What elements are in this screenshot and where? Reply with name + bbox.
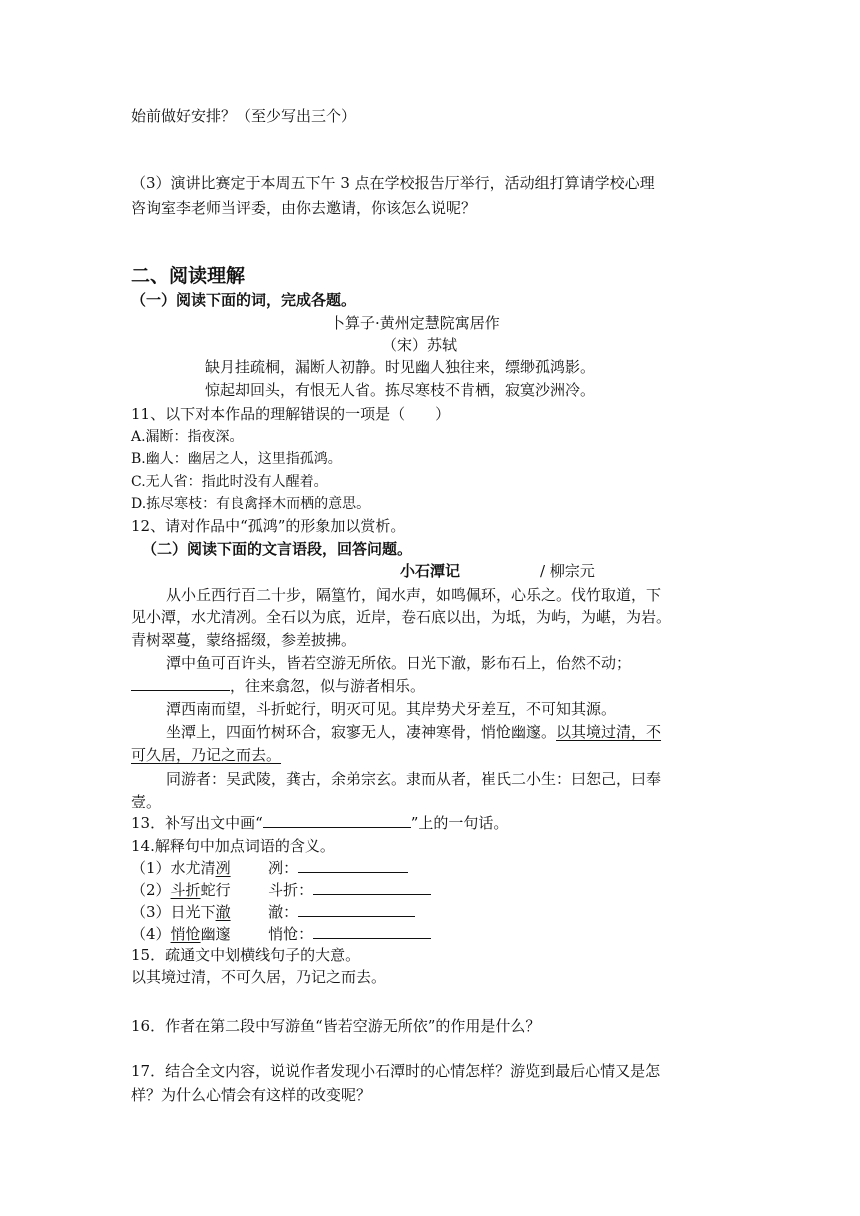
q17-line2: 样？为什么心情会有这样的改变呢？ [131, 1086, 372, 1104]
q16-stem: 16．作者在第二段中写游鱼“皆若空游无所依”的作用是什么？ [131, 1017, 541, 1035]
q11-stem: 11、以下对本作品的理解错误的一项是（ ） [131, 405, 451, 423]
q14-answer-2[interactable] [313, 880, 431, 895]
q14-item-4: （4）悄怆幽邃 悄怆： [131, 924, 431, 944]
q3-line1: （3）演讲比赛定于本周五下午 3 点在学校报告厅举行，活动组打算请学校心理 [131, 174, 655, 192]
essay-p4-line1: 坐潭上，四面竹树环合，寂寥无人，凄神寒骨，悄怆幽邃。以其境过清，不 [166, 723, 662, 741]
poem-line2: 惊起却回头，有恨无人省。拣尽寒枝不肯栖，寂寞沙洲冷。 [205, 381, 596, 399]
essay-p2-line1: 潭中鱼可百许头，皆若空游无所依。日光下澈，影布石上，佁然不动； [166, 654, 632, 672]
prev-question-tail: 始前做好安排？（至少写出三个） [131, 107, 357, 125]
q11-option-a: A.漏断：指夜深。 [131, 429, 244, 445]
q3-line2: 咨询室李老师当评委，由你去邀请，你该怎么说呢？ [131, 199, 477, 217]
poem-line1: 缺月挂疏桐，漏断人初静。时见幽人独往来，缥缈孤鸿影。 [205, 358, 596, 376]
q14-item-1: （1）水尤清冽 冽： [131, 858, 408, 878]
q13-stem: 13．补写出文中画“ ”上的一句话。 [131, 814, 509, 832]
q11-option-c: C.无人省：指此时没有人醒着。 [131, 474, 328, 490]
essay-title: 小石潭记 [400, 562, 461, 580]
poem-author: （宋）苏轼 [382, 336, 458, 354]
fill-blank-line[interactable] [131, 676, 230, 691]
q17-line1: 17．结合全文内容，说说作者发现小石潭时的心情怎样？游览到最后心情又是怎 [131, 1062, 661, 1080]
poem-title: 卜算子·黄州定慧院寓居作 [330, 314, 500, 332]
q11-option-b: B.幽人：幽居之人，这里指孤鸿。 [131, 451, 342, 467]
q14-item-2: （2）斗折蛇行 斗折： [131, 880, 431, 900]
essay-p2-line2: ，往来翕忽，似与游者相乐。 [131, 676, 425, 696]
q14-answer-3[interactable] [298, 902, 415, 917]
essay-p1-line1: 从小丘西行百二十步，隔篁竹，闻水声，如鸣佩环，心乐之。伐竹取道，下 [166, 586, 662, 604]
essay-p3: 潭西南而望，斗折蛇行，明灭可见。其岸势犬牙差互，不可知其源。 [166, 700, 617, 718]
q14-answer-1[interactable] [298, 858, 408, 873]
q14-item-3: （3）日光下澈 澈： [131, 902, 415, 922]
essay-author: / 柳宗元 [540, 562, 595, 580]
q13-blank-sample [263, 813, 411, 828]
q14-answer-4[interactable] [313, 924, 431, 939]
essay-p5-line1: 同游者：吴武陵，龚古，余弟宗玄。隶而从者，崔氏二小生：曰恕己，曰奉 [166, 770, 662, 788]
essay-p1-line3: 青树翠蔓，蒙络摇缀，参差披拂。 [131, 631, 357, 649]
essay-p1-line2: 见小潭，水尤清冽。全石以为底，近岸，卷石底以出，为坻，为屿，为嵁，为岩。 [131, 608, 672, 626]
q14-stem: 14.解释句中加点词语的含义。 [131, 837, 335, 855]
essay-p5-line2: 壹。 [131, 793, 162, 811]
underlined-sentence-start: 以其境过清，不 [556, 723, 662, 741]
section-title: 二、阅读理解 [131, 265, 246, 287]
q12-stem: 12、请对作品中“孤鸿”的形象加以赏析。 [131, 517, 406, 535]
part1-heading: （一）阅读下面的词，完成各题。 [131, 291, 357, 309]
q11-option-d: D.拣尽寒枝：有良禽择木而栖的意思。 [131, 496, 371, 512]
q15-sentence: 以其境过清，不可久居，乃记之而去。 [131, 968, 387, 986]
underlined-sentence-end: 可久居，乃记之而去。 [131, 746, 282, 764]
q15-stem: 15．疏通文中划横线句子的大意。 [131, 946, 361, 964]
part2-heading: （二）阅读下面的文言语段，回答问题。 [142, 540, 413, 558]
